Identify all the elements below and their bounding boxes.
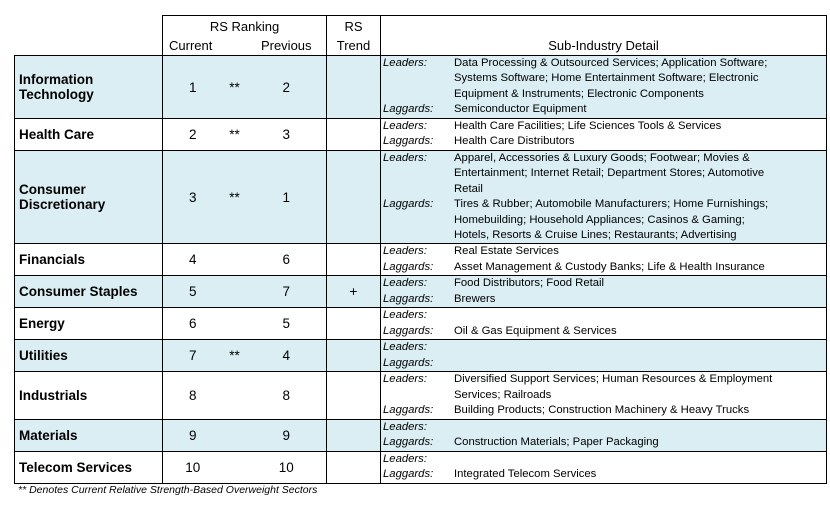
previous-rank: 1 [247, 151, 327, 244]
current-rank: 2 [163, 119, 223, 151]
table-row [15, 244, 827, 276]
detail-label [381, 182, 454, 197]
header-detail-top [381, 16, 827, 37]
detail-text: Brewers [454, 292, 496, 305]
sub-industry-detail [381, 151, 827, 244]
detail-text: Real Estate Services [454, 245, 559, 258]
table-row [15, 151, 827, 244]
detail-text: Semiconductor Equipment [454, 103, 587, 116]
detail-line [381, 151, 826, 166]
detail-label: Laggards: [383, 324, 434, 337]
sector-name [15, 308, 163, 340]
detail-line [381, 388, 826, 403]
table-row [15, 419, 827, 451]
sector-name [15, 119, 163, 151]
detail-label: Laggards: [383, 103, 434, 116]
header-current: Current [163, 36, 247, 56]
rs-trend [327, 308, 381, 340]
sub-industry-detail [381, 56, 827, 119]
previous-rank: 2 [247, 56, 327, 119]
detail-text: Asset Management & Custody Banks; Life & Health Insurance [454, 260, 765, 273]
detail-line [381, 435, 826, 450]
sub-industry-detail [381, 451, 827, 483]
detail-line [381, 467, 826, 482]
sub-industry-detail [381, 244, 827, 276]
current-rank: 8 [163, 372, 223, 419]
detail-line [381, 420, 826, 435]
detail-label: Leaders: [383, 452, 427, 465]
overweight-mark: ** [223, 151, 247, 244]
table-row [15, 340, 827, 372]
sector-name [15, 340, 163, 372]
detail-text: Systems Software; Home Entertainment Software; Electronic [454, 72, 759, 85]
sector-name [15, 244, 163, 276]
detail-line [381, 71, 826, 86]
detail-line [381, 452, 826, 467]
detail-label: Leaders: [383, 57, 427, 69]
detail-label [381, 213, 454, 228]
detail-label [381, 388, 454, 403]
detail-label: Leaders: [383, 245, 427, 258]
detail-label: Laggards: [383, 356, 434, 369]
table-row [15, 451, 827, 483]
detail-text [454, 340, 826, 355]
previous-rank: 8 [247, 372, 327, 419]
overweight-mark [223, 308, 247, 340]
detail-line [381, 372, 826, 387]
sector-name-line: Consumer Staples [19, 284, 138, 300]
detail-text: Services; Railroads [454, 388, 552, 401]
detail-line [381, 228, 826, 243]
detail-line [381, 197, 826, 212]
rs-trend [327, 340, 381, 372]
detail-text: Health Care Facilities; Life Sciences Tools & Services [454, 120, 722, 132]
detail-label: Leaders: [383, 152, 427, 164]
sector-name [15, 451, 163, 483]
detail-text [454, 452, 826, 467]
sector-name-line: Utilities [19, 348, 68, 364]
sub-industry-detail [381, 372, 827, 419]
detail-line [381, 292, 826, 307]
header-trend: Trend [327, 36, 381, 56]
detail-line [381, 87, 826, 102]
detail-label [381, 71, 454, 86]
detail-label: Leaders: [383, 420, 427, 433]
detail-label: Laggards: [383, 468, 434, 481]
current-rank: 4 [163, 244, 223, 276]
rs-trend [327, 451, 381, 483]
sector-name-line: Telecom Services [19, 459, 133, 475]
sector-name [15, 56, 163, 119]
detail-label: Laggards: [383, 292, 434, 305]
detail-label: Laggards: [383, 198, 434, 211]
detail-line [381, 340, 826, 355]
detail-text: Construction Materials; Paper Packaging [454, 436, 659, 449]
sector-name [15, 151, 163, 244]
previous-rank: 3 [247, 119, 327, 151]
sector-name-line: Energy [19, 316, 65, 332]
table-row [15, 276, 827, 308]
overweight-mark [223, 244, 247, 276]
overweight-mark [223, 372, 247, 419]
detail-text: Health Care Distributors [454, 135, 575, 148]
table-row [15, 119, 827, 151]
header-blank-2 [15, 36, 163, 56]
detail-label: Leaders: [383, 277, 427, 290]
current-rank: 5 [163, 276, 223, 308]
detail-line [381, 182, 826, 197]
previous-rank: 6 [247, 244, 327, 276]
rs-trend [327, 244, 381, 276]
detail-line [381, 213, 826, 228]
sector-name-line: Health Care [19, 127, 95, 142]
previous-rank: 4 [247, 340, 327, 372]
header-previous: Previous [260, 38, 312, 53]
detail-label: Leaders: [383, 341, 427, 354]
rs-trend [327, 419, 381, 451]
current-rank: 7 [163, 340, 223, 372]
header-rs-ranking: RS Ranking [163, 16, 327, 37]
sub-industry-detail [381, 419, 827, 451]
detail-text: Food Distributors; Food Retail [454, 277, 605, 290]
detail-label [381, 228, 454, 243]
current-rank: 1 [163, 56, 223, 119]
detail-line [381, 356, 826, 371]
table-row [15, 372, 827, 419]
detail-text: Equipment & Instruments; Electronic Components [454, 87, 704, 100]
sector-name-line: Technology [19, 87, 94, 102]
current-rank: 3 [163, 151, 223, 244]
overweight-mark: ** [223, 340, 247, 372]
detail-label [381, 166, 454, 181]
sector-name-line: Industrials [19, 388, 88, 404]
detail-line [381, 134, 826, 149]
detail-line [381, 119, 826, 134]
detail-text: Apparel, Accessories & Luxury Goods; Footwear; Movies & [454, 152, 750, 164]
detail-text [454, 356, 826, 371]
detail-text: Hotels, Resorts & Cruise Lines; Restaurants; Advertising [454, 229, 737, 242]
detail-label: Leaders: [383, 120, 427, 132]
overweight-mark: ** [223, 119, 247, 151]
detail-text [454, 308, 826, 323]
sector-name [15, 419, 163, 451]
sector-ranking-table [14, 15, 827, 484]
previous-rank: 7 [247, 276, 327, 308]
detail-label: Laggards: [383, 404, 434, 417]
detail-label: Leaders: [383, 373, 427, 386]
header-sub-industry-detail: Sub-Industry Detail [381, 36, 827, 56]
table-row [15, 56, 827, 119]
rs-trend: + [327, 276, 381, 308]
detail-text: Oil & Gas Equipment & Services [454, 324, 617, 337]
sector-name-line: Materials [19, 427, 78, 443]
detail-line [381, 102, 826, 117]
detail-line [381, 276, 826, 291]
rs-trend [327, 372, 381, 419]
footnote: ** Denotes Current Relative Strength-Based Overweight Sectors [18, 484, 318, 496]
overweight-mark [223, 419, 247, 451]
detail-line [381, 166, 826, 181]
detail-label [381, 87, 454, 102]
rs-trend [327, 56, 381, 119]
overweight-mark: ** [223, 56, 247, 119]
detail-line [381, 403, 826, 418]
detail-label: Laggards: [383, 135, 434, 148]
detail-text: Entertainment; Internet Retail; Department Stores; Automotive [454, 167, 765, 180]
detail-line [381, 244, 826, 259]
detail-text: Diversified Support Services; Human Resources & Employment [454, 373, 773, 386]
sector-name-line: Consumer [19, 182, 86, 198]
detail-text [454, 420, 826, 435]
previous-rank: 10 [247, 451, 327, 483]
overweight-mark [223, 276, 247, 308]
detail-line [381, 56, 826, 71]
rs-trend [327, 119, 381, 151]
detail-label: Laggards: [383, 260, 434, 273]
previous-rank: 9 [247, 419, 327, 451]
sub-industry-detail [381, 119, 827, 151]
detail-text: Building Products; Construction Machinery & Heavy Trucks [454, 404, 750, 417]
rs-trend [327, 151, 381, 244]
detail-line [381, 308, 826, 323]
sub-industry-detail [381, 308, 827, 340]
detail-text: Retail [454, 182, 483, 195]
sector-name-line: Information [19, 72, 94, 87]
sector-name [15, 276, 163, 308]
header-blank [15, 16, 163, 37]
detail-text: Data Processing & Outsourced Services; Application Software; [454, 57, 768, 69]
current-rank: 9 [163, 419, 223, 451]
current-rank: 10 [163, 451, 223, 483]
overweight-mark [223, 451, 247, 483]
detail-text: Integrated Telecom Services [454, 468, 597, 481]
detail-line [381, 260, 826, 275]
table-row [15, 308, 827, 340]
sector-name-line: Discretionary [19, 197, 106, 213]
sector-name-line: Financials [19, 252, 86, 268]
detail-label: Leaders: [383, 309, 427, 322]
detail-label: Laggards: [383, 436, 434, 449]
sector-name [15, 372, 163, 419]
detail-text: Homebuilding; Household Appliances; Casinos & Gaming; [454, 213, 745, 226]
previous-rank: 5 [247, 308, 327, 340]
header-rs: RS [327, 16, 381, 37]
detail-text: Tires & Rubber; Automobile Manufacturers; Home Furnishings; [454, 198, 769, 211]
sub-industry-detail [381, 340, 827, 372]
detail-line [381, 324, 826, 339]
sub-industry-detail [381, 276, 827, 308]
current-rank: 6 [163, 308, 223, 340]
